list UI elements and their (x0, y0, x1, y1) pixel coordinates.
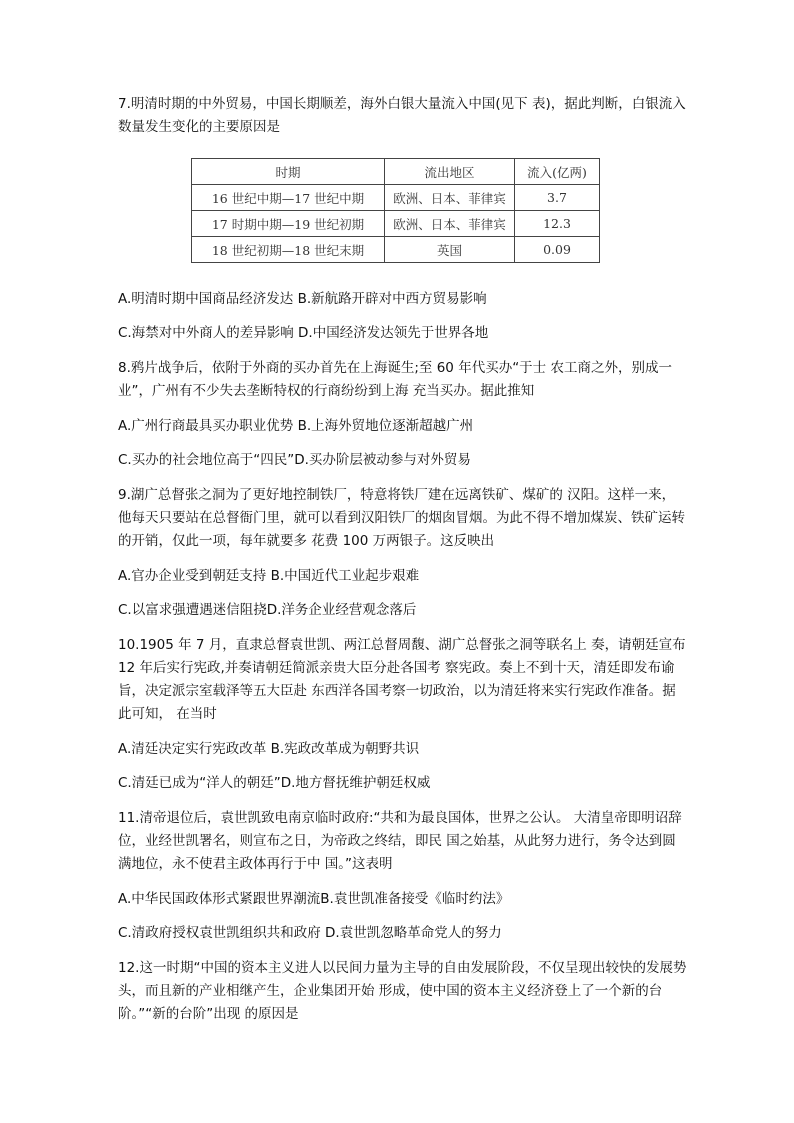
question-11-options-ab: A.中华民国政体形式紧跟世界潮流B.袁世凯准备接受《临时约法》 (118, 891, 510, 907)
question-9-options-cd: C.以富求强遭遇迷信阻挠D.洋务企业经营观念落后 (118, 602, 417, 618)
question-9-stem: 9.湖广总督张之洞为了更好地控制铁厂，特意将铁厂建在远离铁矿、煤矿的 汉阳。这样一来，他每天只要站在总督衙门里，就可以看到汉阳铁厂的烟囱冒烟。为此不得不增加煤炭、铁矿运转的开销，仅此一项，每年就要多 花费 100 万两银子。这反映出 (118, 487, 685, 549)
table-header-inflow: 流入(亿两) (515, 159, 600, 185)
question-7-options-ab: A.明清时期中国商品经济发达 B.新航路开辟对中西方贸易影响 (118, 291, 487, 307)
question-11-stem: 11.清帝退位后，袁世凯致电南京临时政府:“共和为最良国体，世界之公认。 大清皇帝即明诏辞位，业经世凯署名，则宣布之日，为帝政之终结，即民 国之始基，从此努力进行，务令达到圆满地位，永不使君主政体再行于中 国。”这表明 (118, 810, 682, 872)
table-cell-inflow: 12.3 (515, 211, 600, 237)
table-header-period: 时期 (192, 159, 385, 185)
question-11-options-cd: C.清政府授权袁世凯组织共和政府 D.袁世凯忽略革命党人的努力 (118, 925, 502, 941)
table-row (192, 185, 600, 211)
question-10-options-cd: C.清廷已成为“洋人的朝廷”D.地方督抚维护朝廷权威 (118, 775, 431, 791)
question-7-stem: 7.明清时期的中外贸易，中国长期顺差，海外白银大量流入中国(见下 表)，据此判断，白银流入数量发生变化的主要原因是 (118, 96, 686, 135)
table-cell-period: 16 世纪中期—17 世纪中期 (192, 185, 385, 211)
question-10-stem: 10.1905 年 7 月，直隶总督袁世凯、两江总督周馥、湖广总督张之洞等联名上 奏，请朝廷宣布 12 年后实行宪政,并奏请朝廷简派亲贵大臣分赴各国考 察宪政。奏上不到十天，清廷即发布谕旨，决定派宗室载泽等五大臣赴 东西洋各国考察一切政治，以为清廷将来实行宪政作准备。据此可知， 在当时 (118, 637, 686, 722)
table-header-region: 流出地区 (385, 159, 515, 185)
question-8-stem: 8.鸦片战争后，依附于外商的买办首先在上海诞生;至 60 年代买办“于士 农工商之外，别成一业”，广州有不少失去垄断特权的行商纷纷到上海 充当买办。据此推知 (118, 360, 672, 399)
table-cell-region: 英国 (385, 237, 515, 263)
question-7-options-cd: C.海禁对中外商人的差异影响 D.中国经济发达领先于世界各地 (118, 325, 489, 341)
silver-inflow-table (191, 158, 600, 263)
question-8-options-ab: A.广州行商最具买办职业优势 B.上海外贸地位逐渐超越广州 (118, 418, 474, 434)
table-cell-period: 18 世纪初期—18 世纪末期 (192, 237, 385, 263)
table-row (192, 211, 600, 237)
table-cell-region: 欧洲、日本、菲律宾 (385, 185, 515, 211)
question-9-options-ab: A.官办企业受到朝廷支持 B.中国近代工业起步艰难 (118, 568, 420, 584)
question-8-options-cd: C.买办的社会地位高于“四民”D.买办阶层被动参与对外贸易 (118, 452, 471, 468)
question-12-stem: 12.这一时期“中国的资本主义进人以民间力量为主导的自由发展阶段，不仅呈现出较快的发展势头，而且新的产业相继产生，企业集团开始 形成，使中国的资本主义经济登上了一个新的台阶。”“新的台阶”出现 的原因是 (118, 960, 687, 1022)
table-cell-period: 17 时期中期—19 世纪初期 (192, 211, 385, 237)
exam-page (118, 93, 688, 1026)
table-row (192, 237, 600, 263)
table-header-row (192, 159, 600, 185)
table-cell-region: 欧洲、日本、菲律宾 (385, 211, 515, 237)
table-cell-inflow: 0.09 (515, 237, 600, 263)
question-10-options-ab: A.清廷决定实行宪政改革 B.宪政改革成为朝野共识 (118, 741, 420, 757)
table-cell-inflow: 3.7 (515, 185, 600, 211)
